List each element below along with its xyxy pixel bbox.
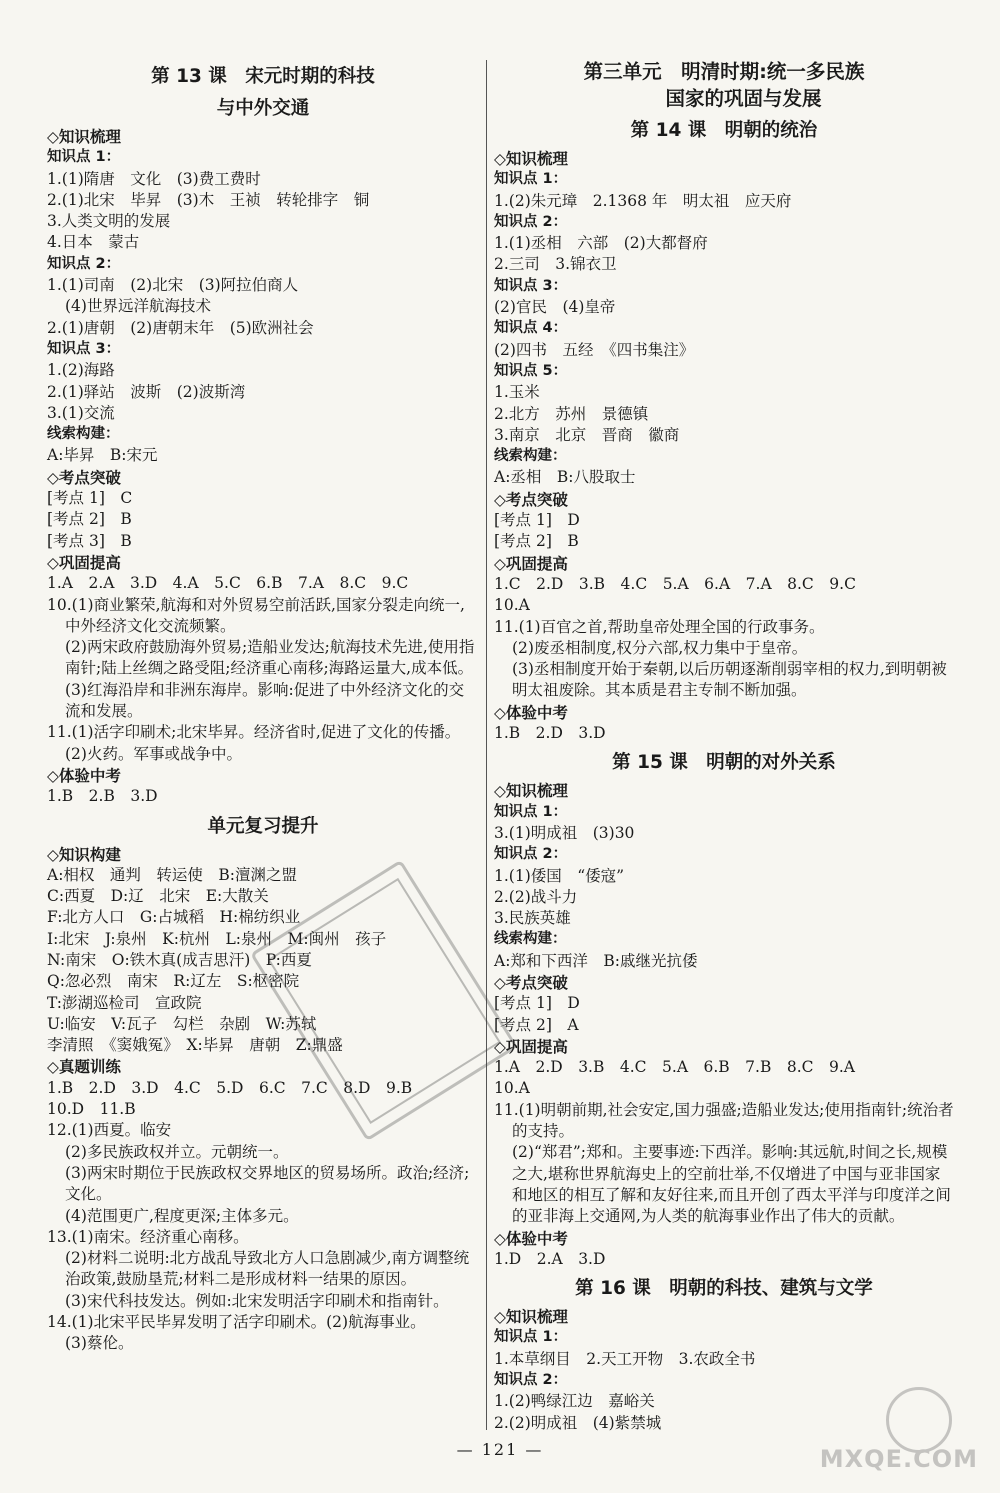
knowledge-point-label: 知识点 5：: [494, 362, 568, 379]
knowledge-point-label: 知识点 1：: [494, 1329, 568, 1346]
knowledge-point-label: 知识点 4：: [494, 320, 568, 337]
answer-line: I:北宋 J:泉州 K:杭州 L:泉州 M:闽州 孩子: [47, 929, 387, 948]
unit-title: 国家的巩固与发展: [626, 87, 822, 110]
answer-line: (2)四书 五经 《四书集注》: [494, 340, 695, 359]
answer-line: 1.(1)司南 (2)北宋 (3)阿拉伯商人: [47, 276, 299, 295]
answer-subline: (2)多民族政权并立。元朝统一。: [65, 1142, 289, 1161]
answer-line: 2.三司 3.锦衣卫: [494, 255, 617, 274]
answer-line: 1.(1)丞相 六部 (2)大都督府: [494, 234, 708, 253]
knowledge-point-label: 知识点 2：: [47, 255, 121, 272]
answer-line: 2.(1)唐朝 (2)唐朝末年 (5)欧洲社会: [47, 318, 314, 337]
answer-subline: (2)两宋政府鼓励海外贸易;造船业发达;航海技术先进,使用指南针;陆上丝绸之路受阻;经济重心南移;海路运量大,成本低。: [65, 638, 475, 678]
answer-line: 1.(2)朱元璋 2.1368 年 明太祖 应天府: [494, 191, 792, 210]
answer-line: Q:忽必烈 南宋 R:辽左 S:枢密院: [47, 972, 300, 991]
column-divider: [486, 60, 487, 1430]
answer-line: 3.南京 北京 晋商 徽商: [494, 425, 680, 444]
answer-line: 1.(1)倭国 “倭寇”: [494, 866, 625, 885]
answer-line: A:毕昇 B:宋元: [47, 446, 158, 465]
knowledge-point-label: 知识点 1：: [47, 149, 121, 166]
answer-line: 2.(2)明成祖 (4)紫禁城: [494, 1413, 662, 1432]
answer-line: C:西夏 D:辽 北宋 E:大散关: [47, 887, 269, 906]
section-heading: ◇考点突破: [494, 972, 568, 992]
answer-line: 11.(1)活字印刷术;北宋毕昇。经济省时,促进了文化的传播。: [47, 723, 461, 742]
knowledge-point-label: 知识点 3：: [47, 340, 121, 357]
section-heading: ◇巩固提高: [494, 1036, 568, 1056]
answer-subline: (2)废丞相制度,权分六部,权力集中于皇帝。: [512, 638, 808, 657]
watermark-circle-icon: [886, 1387, 952, 1453]
section-heading: ◇考点突破: [494, 489, 568, 509]
answer-subline: (3)两宋时期位于民族政权交界地区的贸易场所。政治;经济;文化。: [65, 1163, 470, 1204]
answer-line: 1.A 2.A 3.D 4.A 5.C 6.B 7.A 8.C 9.C: [47, 574, 409, 593]
right-column: [494, 58, 954, 1434]
section-heading: ◇巩固提高: [494, 553, 568, 573]
lesson-title: 与中外交通: [216, 98, 310, 119]
section-heading: ◇体验中考: [494, 1228, 568, 1248]
section-heading: ◇知识梳理: [494, 781, 568, 801]
answer-line: 10.A: [494, 596, 530, 615]
answer-line: 1.B 2.D 3.D: [494, 724, 606, 743]
answer-line: [考点 2] B: [47, 510, 132, 529]
answer-line: 10.D 11.B: [47, 1100, 136, 1119]
answer-line: N:南宋 O:铁木真(成吉思汗) P:西夏: [47, 950, 312, 969]
site-watermark-logo: [819, 1387, 978, 1473]
answer-line: [考点 1] C: [47, 489, 133, 508]
answer-subline: (2)火药。军事或战争中。: [65, 744, 242, 763]
lesson-title: 第 15 课 明朝的对外关系: [612, 752, 836, 774]
answer-line: [考点 3] B: [47, 531, 132, 550]
knowledge-point-label: 知识点 1：: [494, 803, 568, 820]
answer-line: 2.北方 苏州 景德镇: [494, 404, 649, 423]
answer-line: T:澎湖巡检司 宣政院: [47, 993, 202, 1012]
page-number: — 121 —: [456, 1440, 544, 1459]
answer-line: 10.(1)商业繁荣,航海和对外贸易空前活跃,国家分裂走向统一,中外经济文化交流频繁。: [47, 595, 465, 635]
answer-subline: (2)“郑君”;郑和。主要事迹:下西洋。影响:其远航,时间之长,规模之大,堪称世界航海史上的空前壮举,不仅增进了中国与亚非国家和地区的相互了解和友好往来,而且开创了西太平洋与印度洋之间的亚非海上交通网,为人类的航海事业作出了伟大的贡献。: [512, 1143, 951, 1226]
answer-subline: (4)世界远洋航海技术: [65, 297, 211, 316]
answer-subline: (3)红海沿岸和非洲东海岸。影响:促进了中外经济文化的交流和发展。: [65, 680, 465, 721]
answer-line: 3.(1)交流: [47, 403, 115, 422]
unit-title: 第三单元 明清时期:统一多民族: [583, 60, 865, 83]
section-heading: ◇体验中考: [47, 765, 121, 785]
answer-line: 10.A: [494, 1079, 530, 1098]
answer-line: A:相权 通判 转运使 B:澶渊之盟: [47, 865, 298, 884]
answer-line: 1.C 2.D 3.B 4.C 5.A 6.A 7.A 8.C 9.C: [494, 574, 856, 593]
section-heading: ◇知识梳理: [494, 1307, 568, 1327]
answer-line: 1.A 2.D 3.B 4.C 5.A 6.B 7.B 8.C 9.A: [494, 1058, 855, 1077]
answer-line: 1.(1)隋唐 文化 (3)费工费时: [47, 169, 261, 188]
knowledge-point-label: 线索构建：: [494, 448, 567, 465]
answer-line: 14.(1)北宋平民毕昇发明了活字印刷术。(2)航海事业。: [47, 1313, 426, 1332]
answer-line: 1.(2)鸭绿江边 嘉峪关: [494, 1392, 655, 1411]
answer-line: [考点 1] D: [494, 511, 580, 530]
knowledge-point-label: 线索构建：: [47, 426, 120, 443]
answer-subline: (3)宋代科技发达。例如:北宋发明活字印刷术和指南针。: [65, 1291, 449, 1310]
answer-subline: (3)丞相制度开始于秦朝,以后历朝逐渐削弱宰相的权力,到明朝被明太祖废除。其本质是君主专制不断加强。: [512, 660, 947, 700]
knowledge-point-label: 知识点 2：: [494, 213, 568, 230]
knowledge-point-label: 线索构建：: [494, 931, 567, 948]
answer-subline: (2)材料二说明:北方战乱导致北方人口急剧减少,南方调整统治政策,鼓励垦荒;材料二是形成材料一结果的原因。: [65, 1249, 470, 1289]
review-title: 单元复习提升: [207, 815, 319, 837]
answer-line: 李清照 《窦娥冤》 X:毕昇 唐朝 Z:鼎盛: [47, 1036, 343, 1055]
lesson-title: 第 16 课 明朝的科技、建筑与文学: [575, 1278, 873, 1300]
answer-line: 3.(1)明成祖 (3)30: [494, 823, 635, 842]
section-heading: ◇体验中考: [494, 702, 568, 722]
answer-subline: (4)范围更广,程度更深;主体多元。: [65, 1206, 299, 1225]
answer-line: 1.本草纲目 2.天工开物 3.农政全书: [494, 1349, 756, 1368]
section-heading: ◇考点突破: [47, 467, 121, 487]
answer-line: [考点 2] B: [494, 532, 579, 551]
answer-line: [考点 2] A: [494, 1015, 579, 1034]
answer-line: 1.(2)海路: [47, 361, 115, 380]
answer-line: F:北方人口 G:占城稻 H:棉纺织业: [47, 908, 301, 927]
answer-line: 4.日本 蒙古: [47, 233, 140, 252]
section-heading: ◇真题训练: [47, 1057, 121, 1077]
knowledge-point-label: 知识点 1：: [494, 171, 568, 188]
left-column: [47, 58, 479, 1355]
answer-line: 2.(2)战斗力: [494, 887, 578, 906]
answer-subline: (3)蔡伦。: [65, 1334, 134, 1353]
answer-line: 1.玉米: [494, 383, 540, 402]
knowledge-point-label: 知识点 3：: [494, 277, 568, 294]
answer-line: 1.B 2.D 3.D 4.C 5.D 6.C 7.C 8.D 9.B: [47, 1078, 413, 1097]
answer-line: 1.B 2.B 3.D: [47, 787, 158, 806]
lesson-title: 第 14 课 明朝的统治: [630, 120, 818, 141]
answer-line: 11.(1)百官之首,帮助皇帝处理全国的行政事务。: [494, 617, 825, 636]
answer-line: A:丞相 B:八股取士: [494, 468, 636, 487]
answer-line: 3.民族英雄: [494, 909, 571, 928]
knowledge-point-label: 知识点 2：: [494, 1372, 568, 1389]
watermark-text: MXQE.COM: [819, 1445, 978, 1473]
answer-line: (2)官民 (4)皇帝: [494, 298, 616, 317]
answer-line: 3.人类文明的发展: [47, 212, 171, 231]
answer-line: 13.(1)南宋。经济重心南移。: [47, 1227, 249, 1246]
section-heading: ◇知识构建: [47, 844, 121, 864]
section-heading: ◇知识梳理: [47, 127, 121, 146]
answer-line: 11.(1)明朝前期,社会安定,国力强盛;造船业发达;使用指南针;统治者的支持。: [494, 1100, 954, 1141]
answer-line: 1.D 2.A 3.D: [494, 1249, 606, 1268]
answer-line: [考点 1] D: [494, 994, 580, 1013]
answer-line: U:临安 V:瓦子 勾栏 杂剧 W:苏轼: [47, 1014, 317, 1033]
answer-line: 2.(1)北宋 毕昇 (3)木 王祯 转轮排字 铜: [47, 190, 370, 209]
section-heading: ◇巩固提高: [47, 552, 121, 572]
lesson-title: 第 13 课 宋元时期的科技: [151, 66, 375, 87]
answer-line: 12.(1)西夏。临安: [47, 1121, 172, 1140]
answer-line: 2.(1)驿站 波斯 (2)波斯湾: [47, 382, 246, 401]
section-heading: ◇知识梳理: [494, 149, 568, 168]
knowledge-point-label: 知识点 2：: [494, 846, 568, 863]
answer-line: A:郑和下西洋 B:戚继光抗倭: [494, 951, 698, 970]
